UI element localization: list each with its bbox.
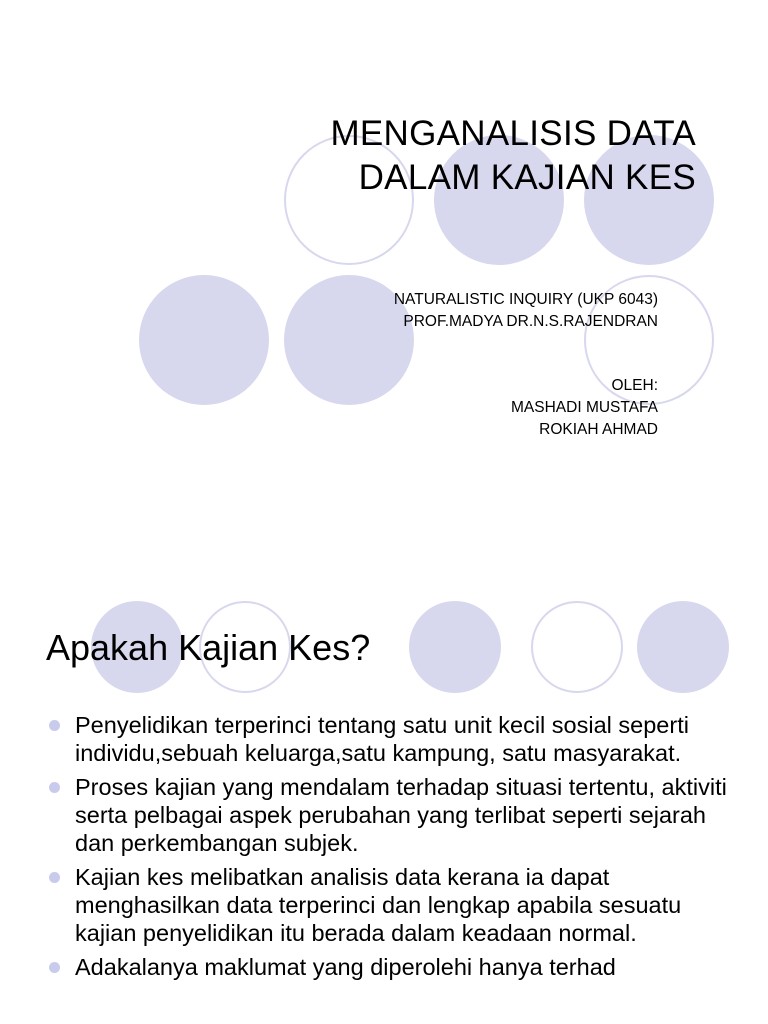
bullet-list: [46, 711, 736, 987]
by-label: OLEH:: [611, 377, 658, 394]
bullet-text: Proses kajian yang mendalam terhadap situasi tertentu, aktiviti serta pelbagai aspek perubahan yang terlibat seperti sejarah dan perkembangan subjek.: [75, 774, 727, 856]
bullet-text: Adakalanya maklumat yang diperolehi hanya terhad: [75, 954, 616, 980]
author-name: ROKIAH AHMAD: [539, 421, 658, 438]
bullet-text: Penyelidikan terperinci tentang satu unit kecil sosial seperti individu,sebuah keluarga,satu kampung, satu masyarakat.: [75, 712, 689, 766]
bullet-item: [46, 773, 736, 857]
bullet-dot-icon: [49, 872, 60, 883]
spacer: [394, 333, 658, 375]
bullet-item: [46, 711, 736, 767]
slide-title-line: DALAM KAJIAN KES: [358, 158, 696, 197]
bullet-text: Kajian kes melibatkan analisis data kerana ia dapat menghasilkan data terperinci dan lengkap apabila sesuatu kajian penyelidikan itu berada dalam keadaan normal.: [75, 864, 682, 946]
slide-title: [330, 112, 696, 200]
content-slide: [0, 576, 768, 1024]
slide-subtitle: [394, 289, 658, 441]
decorative-circle-filled: [409, 601, 501, 693]
author-name: MASHADI MUSTAFA: [511, 399, 658, 416]
slide-title-line: MENGANALISIS DATA: [330, 114, 696, 153]
course-name: NATURALISTIC INQUIRY (UKP 6043): [393, 291, 658, 308]
bullet-dot-icon: [49, 782, 60, 793]
slide-heading: Apakah Kajian Kes?: [46, 627, 371, 668]
bullet-item: [46, 953, 736, 981]
decorative-circle-outline: [531, 601, 623, 693]
decorative-circle-filled: [637, 601, 729, 693]
bullet-dot-icon: [49, 720, 60, 731]
bullet-item: [46, 863, 736, 947]
lecturer-name: PROF.MADYA DR.N.S.RAJENDRAN: [403, 313, 658, 330]
bullet-dot-icon: [49, 962, 60, 973]
decorative-circle-filled: [139, 275, 269, 405]
